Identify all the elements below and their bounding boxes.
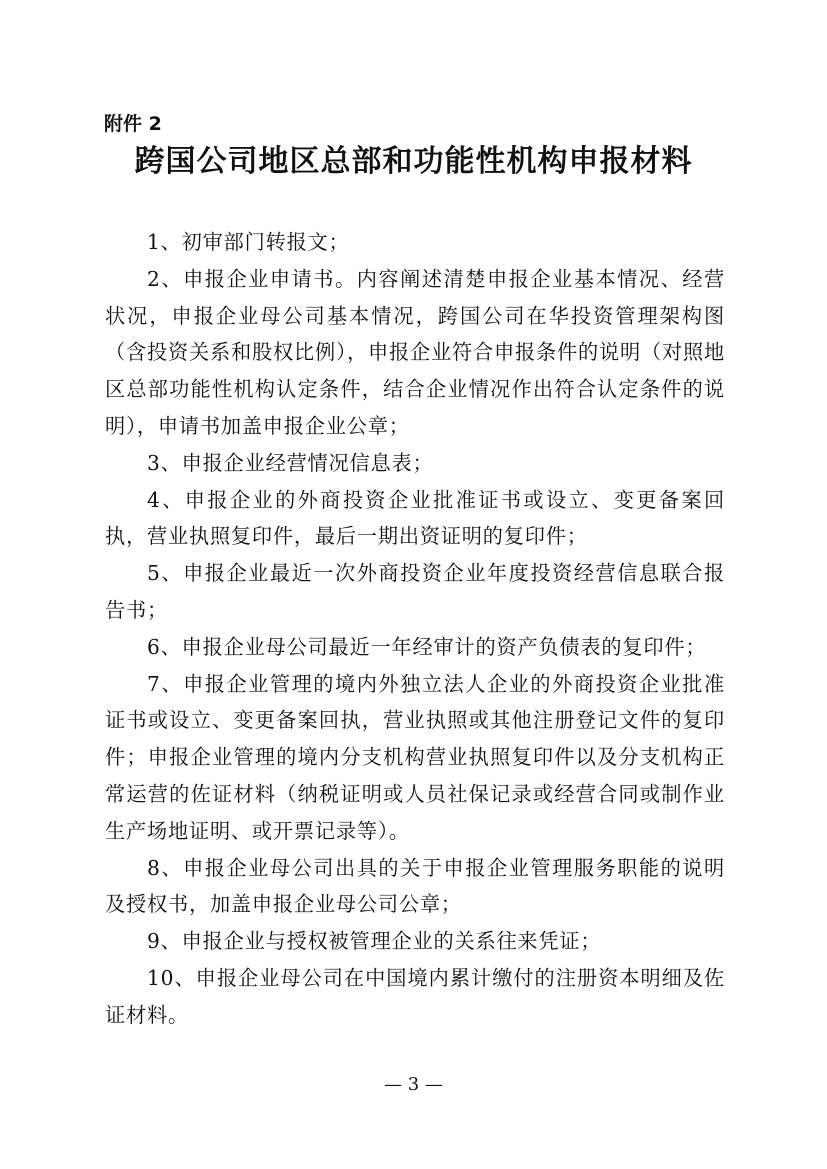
list-item-4: 4、申报企业的外商投资企业批准证书或设立、变更备案回执，营业执照复印件，最后一期出资证明的复印件；: [105, 487, 725, 549]
materials-list: [105, 224, 725, 1034]
list-item-1: 1、初审部门转报文；: [147, 230, 350, 254]
list-item-7: 7、申报企业管理的境内外独立法人企业的外商投资企业批准证书或设立、变更备案回执，营业执照或其他注册登记文件的复印件；申报企业管理的境内分支机构营业执照复印件以及分支机构正常运营的佐证材料（纳税证明或人员社保记录或经营合同或制作业生产场地证明、或开票记录等）。: [105, 671, 725, 843]
page-number: — 3 —: [384, 1074, 443, 1095]
document-title: 跨国公司地区总部和功能性机构申报材料: [134, 144, 693, 179]
list-item-2: 2、申报企业申请书。内容阐述清楚申报企业基本情况、经营状况，申报企业母公司基本情况，跨国公司在华投资管理架构图（含投资关系和股权比例），申报企业符合申报条件的说明（对照地区总部功能性机构认定条件，结合企业情况作出符合认定条件的说明），申请书加盖申报企业公章；: [105, 266, 725, 438]
list-item-9: 9、申报企业与授权被管理企业的关系往来凭证；: [147, 929, 602, 954]
list-item-10: 10、申报企业母公司在中国境内累计缴付的注册资本明细及佐证材料。: [105, 965, 725, 1027]
list-item-8: 8、申报企业母公司出具的关于申报企业管理服务职能的说明及授权书，加盖申报企业母公司公章；: [105, 855, 725, 917]
list-item-6: 6、申报企业母公司最近一年经审计的资产负债表的复印件；: [147, 634, 707, 659]
attachment-label: 附件 2: [104, 113, 162, 135]
list-item-5: 5、申报企业最近一次外商投资企业年度投资经营信息联合报告书；: [105, 561, 725, 622]
list-item-3: 3、申报企业经营情况信息表；: [147, 450, 434, 475]
